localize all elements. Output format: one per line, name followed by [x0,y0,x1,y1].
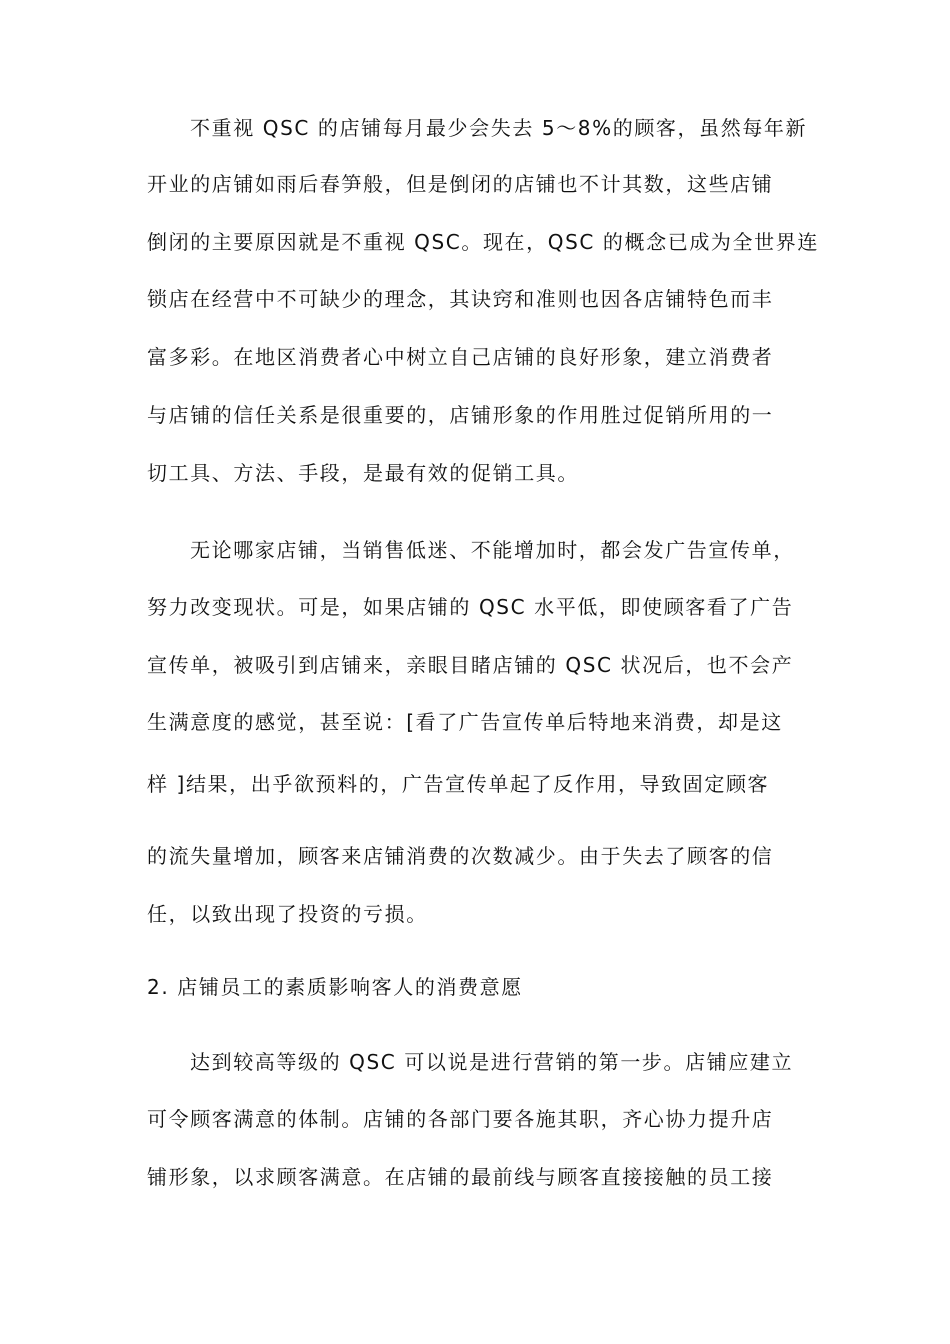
paragraph-line: 任，以致出现了投资的亏损。 [147,902,428,926]
paragraph-line: 不重视 QSC 的店铺每月最少会失去 5～8%的顾客，虽然每年新 [190,116,808,140]
paragraph-line: 样 ]结果，出乎欲预料的，广告宣传单起了反作用，导致固定顾客 [147,772,770,796]
paragraph-line: 可令顾客满意的体制。店铺的各部门要各施其职，齐心协力提升店 [147,1107,774,1131]
paragraph-line: 切工具、方法、手段，是最有效的促销工具。 [147,461,579,485]
paragraph-line: 开业的店铺如雨后春笋般，但是倒闭的店铺也不计其数，这些店铺 [147,172,774,196]
paragraph-line: 富多彩。在地区消费者心中树立自己店铺的良好形象，建立消费者 [147,345,774,369]
paragraph-line: 努力改变现状。可是，如果店铺的 QSC 水平低，即使顾客看了广告 [147,595,794,619]
paragraph-line: 宣传单，被吸引到店铺来，亲眼目睹店铺的 QSC 状况后，也不会产 [147,653,794,677]
paragraph-line: 倒闭的主要原因就是不重视 QSC。现在，QSC 的概念已成为全世界连 [147,230,819,254]
section-heading: 2. 店铺员工的素质影响客人的消费意愿 [147,975,523,999]
paragraph-line: 生满意度的感觉，甚至说：[看了广告宣传单后特地来消费，却是这 [147,710,783,734]
paragraph-line: 铺形象，以求顾客满意。在店铺的最前线与顾客直接接触的员工接 [147,1165,774,1189]
paragraph-line: 达到较高等级的 QSC 可以说是进行营销的第一步。店铺应建立 [190,1050,794,1074]
paragraph-line: 无论哪家店铺，当销售低迷、不能增加时，都会发广告宣传单， [190,538,795,562]
paragraph-line: 锁店在经营中不可缺少的理念，其诀窍和准则也因各店铺特色而丰 [147,287,774,311]
paragraph-line: 与店铺的信任关系是很重要的，店铺形象的作用胜过促销所用的一 [147,403,774,427]
paragraph-line: 的流失量增加，顾客来店铺消费的次数减少。由于失去了顾客的信 [147,844,774,868]
